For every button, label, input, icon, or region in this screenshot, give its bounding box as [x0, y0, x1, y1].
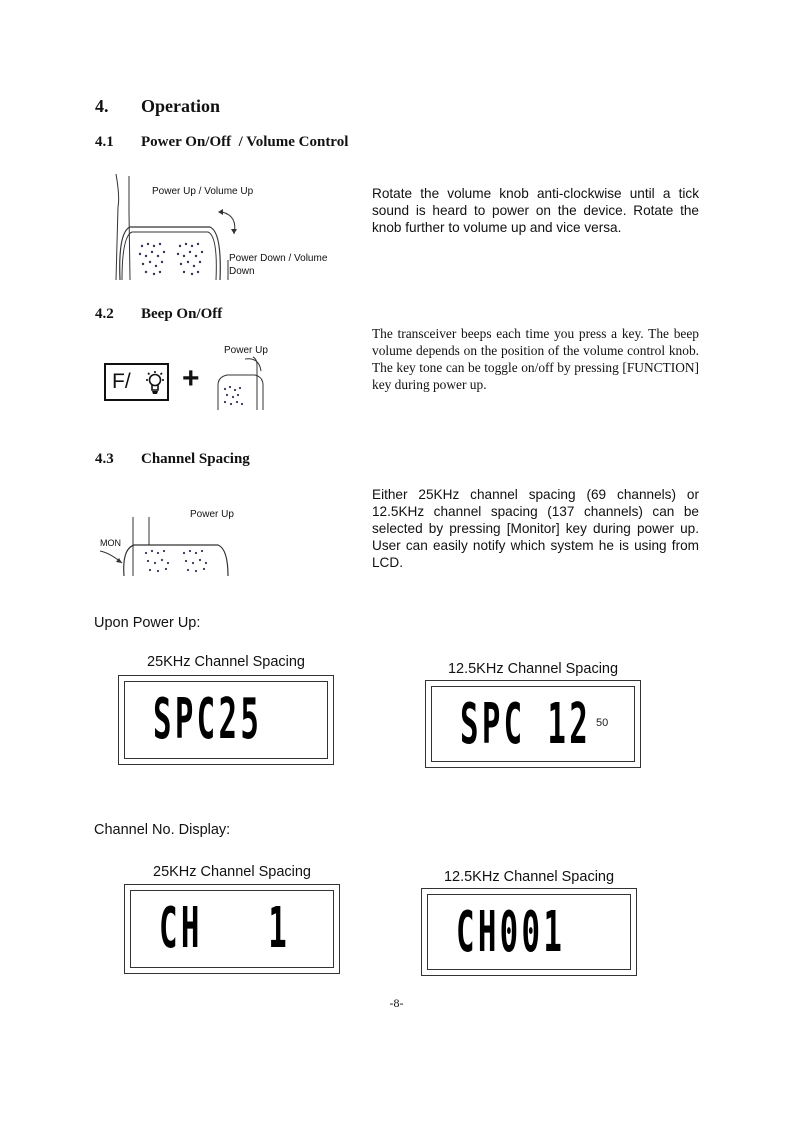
plus-sign: + [182, 362, 200, 395]
function-key [104, 363, 169, 401]
subsection-number-4-3: 4.3 [95, 451, 114, 467]
lcd-25khz-channel [124, 884, 340, 974]
subsection-title-4-1: Power On/Off / Volume Control [141, 134, 349, 150]
upon-power-up-label: Upon Power Up: [94, 615, 201, 631]
lcd-subscript-50: 50 [596, 717, 609, 729]
paragraph-beep: The transceiver beeps each time you press a key. The beep volume depends on the position of the volume control knob. The key tone can be toggle on/off by pressing [FUNCTION] key during power up. [372, 326, 699, 392]
caption-12-5khz-channel: 12.5KHz Channel Spacing [443, 869, 615, 885]
backlight-bulb-icon [143, 370, 167, 396]
lcd-text-ch-1: CH 1 [159, 896, 291, 961]
lcd-12-5khz-channel [421, 888, 637, 976]
caption-25khz-channel: 25KHz Channel Spacing [153, 864, 311, 880]
label-power-up-beep: Power Up [224, 345, 268, 356]
page-number: -8- [389, 996, 404, 1010]
lcd-12-5khz-power-up [425, 680, 641, 768]
label-mon: MON [100, 538, 121, 548]
lcd-text-spc25: SPC25 [153, 687, 263, 752]
caption-12-5khz-power-up: 12.5KHz Channel Spacing [447, 661, 619, 677]
section-title: Operation [141, 96, 220, 116]
label-power-up-spacing: Power Up [190, 509, 234, 520]
subsection-title-4-3: Channel Spacing [141, 451, 250, 467]
volume-knob-small-illustration [215, 355, 270, 411]
subsection-number-4-1: 4.1 [95, 134, 114, 150]
monitor-key-illustration [98, 515, 238, 577]
paragraph-channel-spacing: Either 25KHz channel spacing (69 channels) or 12.5KHz channel spacing (137 channels) can be selected by pressing [Monitor] key during power up. User can easily notify which system he is using from LCD. [372, 487, 699, 570]
lcd-text-spc12: SPC 12 [460, 692, 592, 757]
lcd-25khz-power-up [118, 675, 334, 765]
channel-display-label: Channel No. Display: [94, 822, 231, 838]
lcd-text-ch001: CH001 [456, 900, 566, 965]
section-number: 4. [95, 96, 109, 116]
label-power-down-volume-down: Power Down / Volume Down [229, 253, 328, 277]
subsection-title-4-2: Beep On/Off [141, 306, 223, 322]
subsection-number-4-2: 4.2 [95, 306, 114, 322]
caption-25khz-power-up: 25KHz Channel Spacing [147, 654, 305, 670]
paragraph-volume-control: Rotate the volume knob anti-clockwise until a tick sound is heard to power on the device. Rotate the knob further to volume up and vice versa. [372, 186, 699, 235]
label-power-up-volume-up: Power Up / Volume Up [152, 186, 254, 197]
function-key-label: F/ [112, 370, 131, 393]
